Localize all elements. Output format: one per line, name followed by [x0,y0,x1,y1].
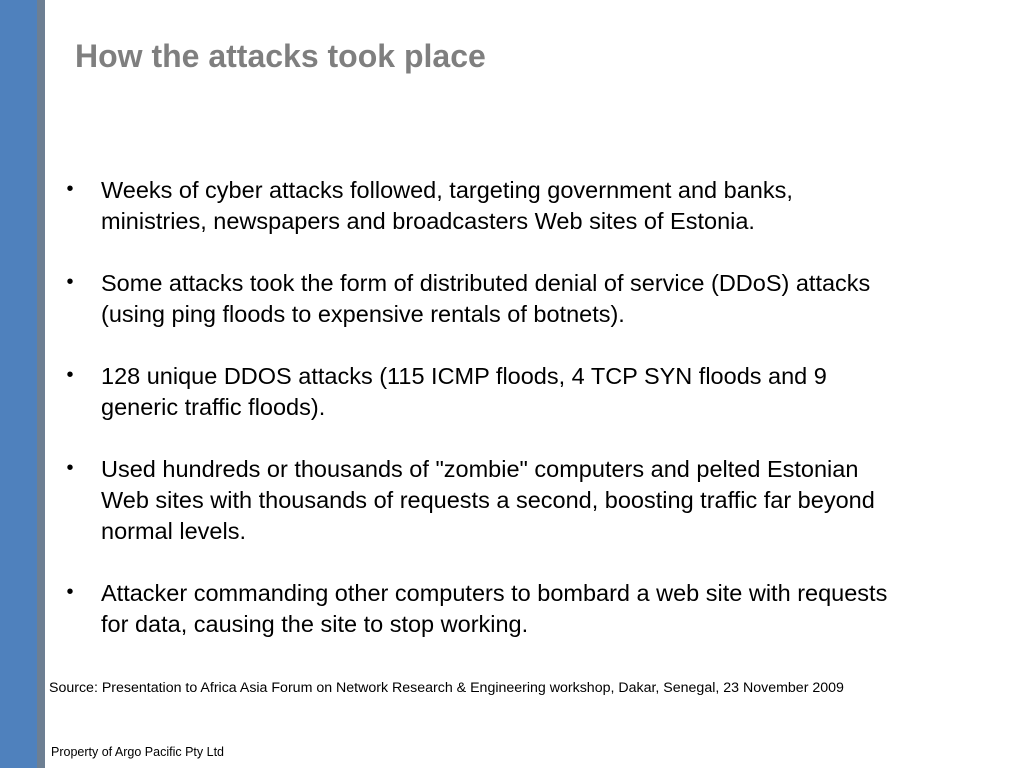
bullet-item [60,578,890,640]
bullet-dot-icon: • [66,457,74,479]
source-citation: Source: Presentation to Africa Asia Forum on Network Research & Engineering workshop, Dakar, Senegal, 23 November 2009 [49,680,844,696]
bullet-text: Used hundreds or thousands of "zombie" computers and pelted Estonian Web sites with thousands of requests a second, boosting traffic far beyond normal levels. [101,456,875,544]
bullet-item [60,361,890,423]
bullet-item [60,175,890,237]
left-accent-bar-edge [37,0,45,768]
bullet-text: Attacker commanding other computers to bombard a web site with requests for data, causing the site to stop working. [101,580,888,637]
bullet-text: 128 unique DDOS attacks (115 ICMP floods, 4 TCP SYN floods and 9 generic traffic floods). [101,363,827,420]
bullet-dot-icon: • [66,581,74,603]
left-accent-bar [0,0,37,768]
slide-title: How the attacks took place [75,38,486,74]
bullet-dot-icon: • [66,271,74,293]
bullet-text: Some attacks took the form of distributed denial of service (DDoS) attacks (using ping floods to expensive rentals of botnets). [101,270,871,327]
bullet-dot-icon: • [66,364,74,386]
bullet-item [60,454,890,547]
bullet-item [60,268,890,330]
bullet-dot-icon: • [66,178,74,200]
bullet-list [60,175,890,671]
bullet-text: Weeks of cyber attacks followed, targeting government and banks, ministries, newspapers and broadcasters Web sites of Estonia. [101,177,793,234]
footer-ownership: Property of Argo Pacific Pty Ltd [51,745,224,759]
